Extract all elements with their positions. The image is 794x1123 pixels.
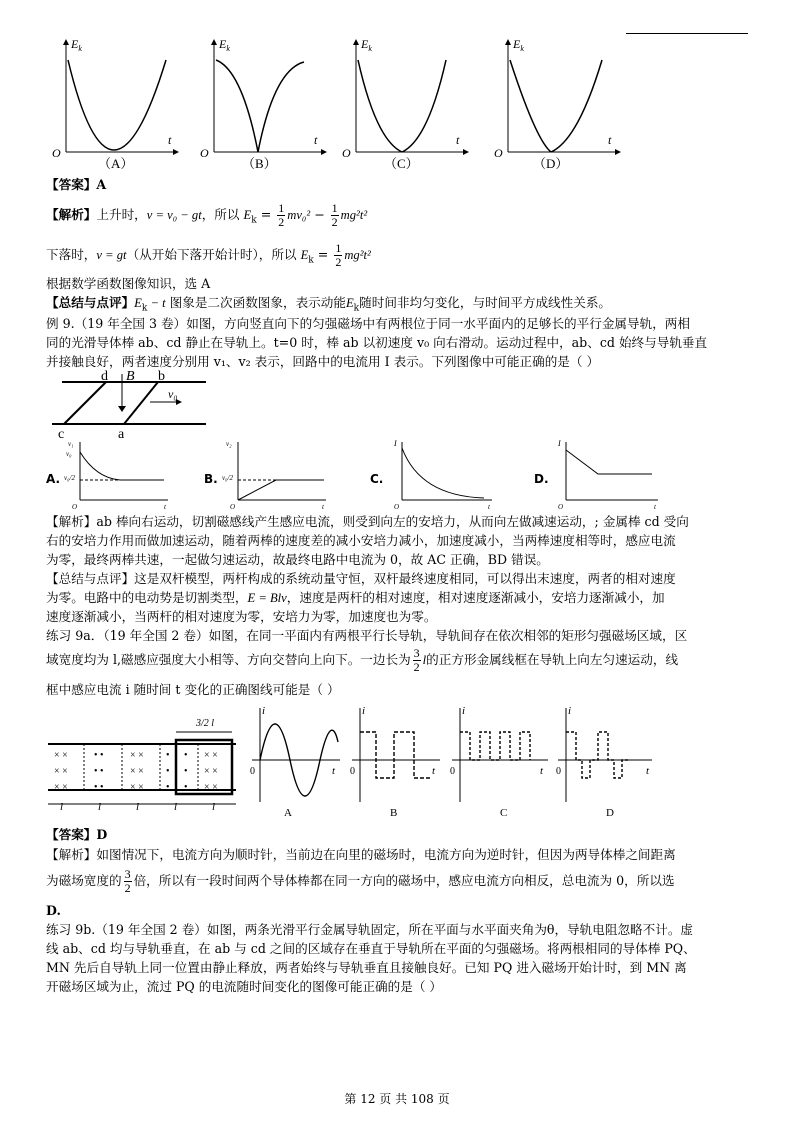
practice-9b-l3: MN 先后自导轨上同一位置由静止释放，两者始终与导轨垂直且接触良好。已知 PQ 进入磁场开始计时，到 MN 离 [46,960,687,975]
svg-text:× ×: × × [204,766,218,777]
svg-text:× ×: × × [204,750,218,761]
summary-1: 【总结与点评】$E_k - t$ 图象是二次函数图象，表示动能$E_k$随时间非均匀变化，与时间平方成线性关系。 [46,295,611,314]
analysis-9-l2: 右的安培力作用而做加速运动，随着两棒的速度差的减小安培力减小，加速度减小，当两棒速度相等时，感应电流 [46,533,676,548]
practice-9b-l1: 练习 9b.（19 年全国 2 卷）如图，两条光滑平行金属导轨固定，所在平面与水平面夹角为θ，导轨电阻忽略不计。虚 [46,922,694,937]
ek-graph-a [52,37,178,171]
svg-text:l: l [212,801,216,813]
svg-text:•: • [166,782,170,793]
analysis-9a-l3: D. [46,903,61,918]
svg-text:t: t [314,133,318,147]
svg-text:× ×: × × [54,766,68,777]
analysis-9a-l2: 为磁场宽度的 $\frac{3}{2}$ 倍，所以有一段时间两个导体棒都在同一方向的磁场中，感应电流方向相反，总电流为 0，所以选 [46,867,675,895]
svg-text:•: • [184,750,188,761]
analysis-9a-l1: 【解析】如图情况下，电流方向为顺时针，当前边在向里的磁场时，电流方向为逆时针，但因为两导体棒之间距离 [46,847,676,862]
ek-graph-d [494,37,620,171]
svg-text:× ×: × × [130,750,144,761]
svg-text:O: O [72,503,78,510]
analysis-9-l1: 【解析】ab 棒向右运动，切割磁感线产生感应电流，则受到向左的安培力，从而向左做减速运动，; 金属棒 cd 受向 [46,514,689,529]
option-9-d-graph [552,438,662,510]
svg-text:（B）: （B） [242,156,277,171]
svg-text:d: d [101,369,108,384]
option-9a-c [450,705,548,819]
practice-9a-l3: 框中感应电流 i 随时间 t 变化的正确图线可能是（ ） [46,682,340,697]
option-9-a-graph [62,438,172,510]
svg-text:• •: • • [94,782,104,793]
ek-graph-c [342,37,468,171]
svg-text:i: i [262,705,266,717]
svg-text:v₀/2: v₀/2 [64,474,75,482]
option-9-b-graph [220,438,330,510]
svg-text:0: 0 [556,766,561,777]
svg-text:b: b [158,369,165,384]
svg-text:× ×: × × [204,782,218,793]
analysis-9-l3: 为零，最终两棒共速，一起做匀速运动，故最终电路中电流为 0，故 AC 正确，BD 错误。 [46,552,549,567]
svg-text:× ×: × × [54,750,68,761]
svg-text:t: t [332,765,336,777]
svg-text:t: t [164,503,166,510]
svg-text:Ek: $E_k$ [219,37,230,53]
svg-text:3/2 l: 3/2 l [196,718,215,729]
option-9-a-label: A. [46,472,61,486]
rails-figure [46,368,216,440]
svg-text:v₁: v₁ [68,440,74,448]
analysis-1-line2: 下落时，v = gt（从开始下落开始计时），所以 $E_k$ = $\frac{1}{2}$ mg²t² [46,241,371,269]
option-9-c-graph [386,438,496,510]
svg-text:i: i [462,705,466,717]
option-9-d-label: D. [534,472,549,486]
svg-text:t: t [646,765,650,777]
svg-text:c: c [58,427,65,440]
answer-9a: 【答案】D [46,827,108,842]
svg-text:O: O [200,146,209,160]
svg-text:v₀: v₀ [66,450,72,458]
svg-text:I: I [558,439,561,448]
svg-text:O: O [230,503,236,510]
svg-text:× ×: × × [130,766,144,777]
answer-1: 【答案】A [46,177,107,192]
option-9-c-label: C. [370,472,384,486]
svg-text:Ek: $E_k$ [361,37,372,53]
analysis-1-line1: 【解析】上升时，v = v₀ − gt，所以 $E_k$ = $\frac{1}{2}$ mv₀² − $\frac{1}{2}$ mg²t² [46,201,368,229]
ek-graphs [46,30,666,180]
svg-text:O: O [394,503,400,510]
svg-text:0: 0 [450,766,455,777]
svg-text:I: I [394,439,397,448]
example-9-l3: 并接触良好，两者速度分别用 v₁、v₂ 表示，回路中的电流用 I 表示。下列图像中可能正确的是（ ） [46,354,600,369]
example-9-l1: 例 9.（19 年全国 3 卷）如图，方向竖直向下的匀强磁场中有两根位于同一水平面内的足够长的平行金属导轨，两相 [46,316,690,331]
svg-text:v₂: v₂ [226,440,232,448]
svg-text:• •: • • [94,766,104,777]
svg-text:（C）: （C） [384,156,419,171]
svg-text:t: t [432,765,436,777]
practice-9a-l2: 域宽度均为 l,磁感应强度大小相等、方向交替向上向下。一边长为 $\frac{3}{2}$ l的正方形金属线框在导轨上向左匀速运动，线 [46,646,679,674]
svg-text:Ek: $E_k$ [513,37,524,53]
svg-text:B: B [126,369,135,384]
svg-text:•: • [184,782,188,793]
svg-text:t: t [322,503,324,510]
svg-text:× ×: × × [54,782,68,793]
option-9a-d [556,705,652,819]
practice-9b-l2: 线 ab、cd 均与导轨垂直，在 ab 与 cd 之间的区域存在垂直于导轨所在平面的匀强磁场。将两根相同的导体棒 PQ、 [46,941,696,956]
practice-9a-l1: 练习 9a．（19 年全国 2 卷）如图，在同一平面内有两根平行长导轨，导轨间存在依次相邻的矩形匀强磁场区域，区 [46,628,688,643]
svg-text:t: t [654,503,656,510]
ek-graph-b [200,37,326,171]
svg-text:O: O [52,146,61,160]
svg-text:O: O [494,146,503,160]
svg-text:•: • [184,766,188,777]
svg-text:•: • [166,766,170,777]
analysis-1-line3: 根据数学函数图像知识，选 A [46,276,211,291]
practice-9b-l4: 开磁场区域为止，流过 PQ 的电流随时间变化的图像可能正确的是（ ） [46,979,443,994]
svg-text:l: l [60,801,64,813]
svg-text:B: B [390,807,398,819]
summary-9-l2: 为零。电路中的电动势是切割类型，E = Blv，速度是两杆的相对速度，相对速度逐渐减小，安培力逐渐减小，加 [46,590,665,605]
svg-text:C: C [500,807,508,819]
page-footer: 第 12 页 共 108 页 [344,1092,450,1106]
svg-text:t: t [456,133,460,147]
practice-9a-options [248,702,668,822]
svg-text:l: l [174,801,178,813]
svg-text:t: t [608,133,612,147]
svg-text:0: 0 [350,766,355,777]
svg-text:O: O [558,503,564,510]
svg-text:t: t [540,765,544,777]
svg-text:v₀: v₀ [168,387,178,401]
field-figure [46,712,242,816]
svg-text:D: D [606,807,614,819]
summary-9-l3: 速度逐渐减小，当两杆的相对速度为零，安培力为零，加速度也为零。 [46,609,437,624]
svg-text:i: i [568,705,572,717]
svg-text:l: l [98,801,102,813]
svg-text:Ek: $E_k$ [71,37,82,53]
option-9a-b [350,705,440,819]
svg-text:a: a [118,427,125,440]
svg-text:（D）: （D） [533,156,569,171]
svg-text:i: i [362,705,366,717]
svg-text:t: t [488,503,490,510]
summary-9-l1: 【总结与点评】这是双杆模型，两杆构成的系统动量守恒，双杆最终速度相同，可以得出末速度，两者的相对速度 [46,571,676,586]
svg-text:l: l [136,801,140,813]
svg-text:（A）: （A） [98,156,134,171]
svg-text:0: 0 [250,766,255,777]
example-9-l2: 同的光滑导体棒 ab、cd 静止在导轨上。t=0 时，棒 ab 以初速度 v₀ 向右滑动。运动过程中，ab、cd 始终与导轨垂直 [46,335,708,350]
svg-text:•: • [166,750,170,761]
svg-text:• •: • • [94,750,104,761]
svg-text:A: A [284,807,292,819]
svg-text:t: t [168,133,172,147]
option-9-b-label: B. [204,472,218,486]
svg-text:O: O [342,146,351,160]
option-9a-a [250,705,340,819]
svg-text:× ×: × × [130,782,144,793]
svg-text:v₀/2: v₀/2 [222,474,233,482]
